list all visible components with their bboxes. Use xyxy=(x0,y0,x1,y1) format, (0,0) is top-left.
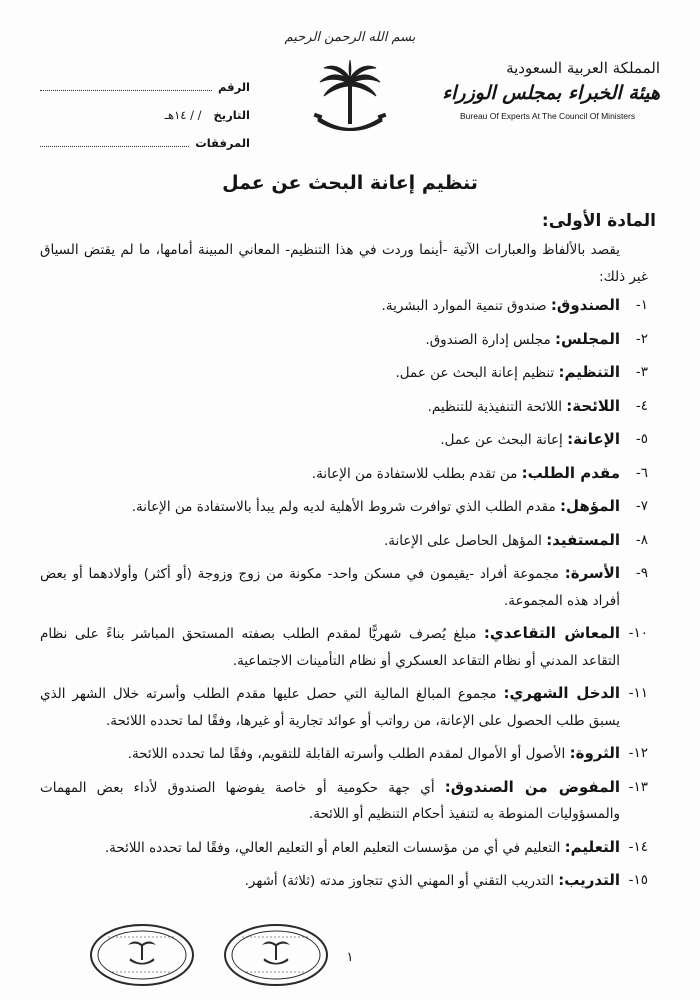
definition-term: الصندوق: xyxy=(550,296,620,314)
definition-number: ٨- xyxy=(635,531,648,548)
definition-text: إعانة البحث عن عمل. xyxy=(440,432,568,448)
definition-body xyxy=(40,680,620,734)
definition-item xyxy=(40,867,648,895)
definition-number: ١- xyxy=(635,297,648,313)
definition-number: ١٤- xyxy=(628,838,648,855)
attachments-row xyxy=(40,122,250,150)
definition-term: المجلس: xyxy=(555,329,620,348)
definition-body xyxy=(40,740,620,768)
definitions-list xyxy=(40,292,648,895)
attachments-line xyxy=(40,136,189,147)
definition-number: ٧- xyxy=(635,498,648,514)
number-row xyxy=(40,66,250,94)
date-row xyxy=(40,94,250,122)
definition-body xyxy=(40,493,620,521)
definition-body xyxy=(40,527,620,555)
definition-item xyxy=(40,740,648,768)
definition-body xyxy=(40,834,620,862)
definition-text: المؤهل الحاصل على الإعانة. xyxy=(383,532,547,549)
definition-term: مقدم الطلب: xyxy=(521,463,620,482)
definition-number: ٣- xyxy=(635,364,648,380)
definition-term: التعليم: xyxy=(564,837,620,856)
official-stamp-icon xyxy=(88,922,196,988)
document-body xyxy=(40,207,656,901)
attachments-label: المرفقات xyxy=(195,136,250,150)
definition-number: ٦- xyxy=(635,464,648,481)
definition-text: مبلغ يُصرف شهريًّا لمقدم الطلب بصفته المستحق المباشر بناءً على نظام التقاعد المدني أو نظام التقاعد العسكري أو نظام التأمينات الاجتماعية. xyxy=(40,626,620,669)
definition-item xyxy=(40,834,648,862)
definition-number: ٩- xyxy=(635,565,648,581)
definition-number: ١١- xyxy=(628,685,648,701)
number-line xyxy=(40,80,212,91)
kingdom-name: المملكة العربية السعودية xyxy=(506,59,660,77)
definition-term: المفوض من الصندوق: xyxy=(444,777,620,796)
document-title: تنظيم إعانة البحث عن عمل xyxy=(222,172,478,194)
document-meta-fields xyxy=(40,66,250,150)
definition-number: ١٢- xyxy=(628,745,648,761)
definition-term: الثروة: xyxy=(569,744,620,762)
definition-body xyxy=(40,359,620,387)
date-label: التاريخ xyxy=(213,108,250,122)
page-number: ١ xyxy=(346,950,354,965)
bureau-stamp-icon xyxy=(222,922,330,988)
definition-text: تنظيم إعانة البحث عن عمل. xyxy=(395,365,559,381)
date-value: / / ١٤هـ xyxy=(164,108,202,122)
palm-swords-emblem-icon xyxy=(308,58,392,148)
definition-number: ١٥- xyxy=(628,872,648,888)
definition-text: مجلس إدارة الصندوق. xyxy=(425,331,556,348)
definition-number: ١٣- xyxy=(628,778,648,795)
definition-number: ٤- xyxy=(635,397,648,414)
definition-term: المستفيد: xyxy=(546,530,620,549)
definition-item xyxy=(40,527,648,555)
definition-item xyxy=(40,680,648,734)
definition-text: مجموعة أفراد -يقيمون في مسكن واحد- مكونة من زوج وزوجة (أو أكثر) وأولادهما أو بعض أفراد هذه المجموعة. xyxy=(40,566,620,609)
definition-number: ١٠- xyxy=(628,625,648,641)
definition-text: مجموع المبالغ المالية التي حصل عليها مقدم الطلب وأسرته خلال الشهر الذي يسبق طلب الحصول على الإعانة، من رواتب أو عوائد تجارية أو غيرها، وفقًا لما تحدده اللائحة. xyxy=(40,686,620,729)
definition-body xyxy=(40,774,620,828)
definition-term: الأسرة: xyxy=(564,564,620,582)
definition-body xyxy=(40,393,620,421)
number-label: الرقم xyxy=(218,80,250,94)
definition-term: التنظيم: xyxy=(558,363,620,381)
definition-item xyxy=(40,292,648,320)
organization-english-name: Bureau Of Experts At The Council Of Ministers xyxy=(460,111,636,121)
definition-term: اللائحة: xyxy=(566,396,620,415)
definition-term: التدريب: xyxy=(558,871,620,889)
definition-term: المؤهل: xyxy=(559,497,620,515)
definition-text: مقدم الطلب الذي توافرت شروط الأهلية لديه ولم يبدأ بالاستفادة من الإعانة. xyxy=(131,499,560,515)
article-heading: المادة الأولى: xyxy=(541,211,656,231)
definition-number: ٥- xyxy=(635,431,648,447)
definition-body xyxy=(40,560,620,614)
definition-term: الدخل الشهري: xyxy=(503,684,620,702)
definition-item xyxy=(40,620,648,674)
definition-text: التدريب التقني أو المهني الذي تتجاوز مدته (ثلاثة) أشهر. xyxy=(244,873,559,889)
definition-text: اللائحة التنفيذية للتنظيم. xyxy=(427,398,567,415)
definition-body xyxy=(40,867,620,895)
definition-term: المعاش التقاعدي: xyxy=(483,624,620,642)
definition-text: التعليم في أي من مؤسسات التعليم العام أو التعليم العالي، وفقًا لما تحدده اللائحة. xyxy=(104,839,565,856)
basmala: بسم الله الرحمن الرحيم xyxy=(284,30,416,45)
definition-body xyxy=(40,620,620,674)
definition-item xyxy=(40,493,648,521)
definition-body xyxy=(40,326,620,354)
definition-item xyxy=(40,393,648,421)
definition-item xyxy=(40,560,648,614)
definition-item xyxy=(40,774,648,828)
definition-text: صندوق تنمية الموارد البشرية. xyxy=(381,298,551,314)
definition-number: ٢- xyxy=(635,330,648,347)
definition-text: من تقدم بطلب للاستفادة من الإعانة. xyxy=(311,465,522,482)
definition-item xyxy=(40,460,648,488)
definition-item xyxy=(40,426,648,454)
organization-letterhead xyxy=(442,58,660,122)
definition-item xyxy=(40,359,648,387)
article-intro: يقصد بالألفاظ والعبارات الآتية -أينما وردت في هذا التنظيم- المعاني المبينة أمامها، ما لم يقتض السياق غير ذلك: xyxy=(40,242,648,285)
definition-term: الإعانة: xyxy=(567,430,620,448)
definition-body xyxy=(40,292,620,320)
definition-text: الأصول أو الأموال لمقدم الطلب وأسرته القابلة للتقويم، وفقًا لما تحدده اللائحة. xyxy=(127,746,570,762)
definition-body xyxy=(40,426,620,454)
definition-body xyxy=(40,460,620,488)
definition-item xyxy=(40,326,648,354)
organization-name: هيئة الخبراء بمجلس الوزراء xyxy=(442,82,660,104)
definition-text: أي جهة حكومية أو خاصة يفوضها الصندوق لأداء بعض المهمات والمسؤوليات المنوطة به لتنفيذ أحكام التنظيم أو اللائحة. xyxy=(40,779,620,822)
